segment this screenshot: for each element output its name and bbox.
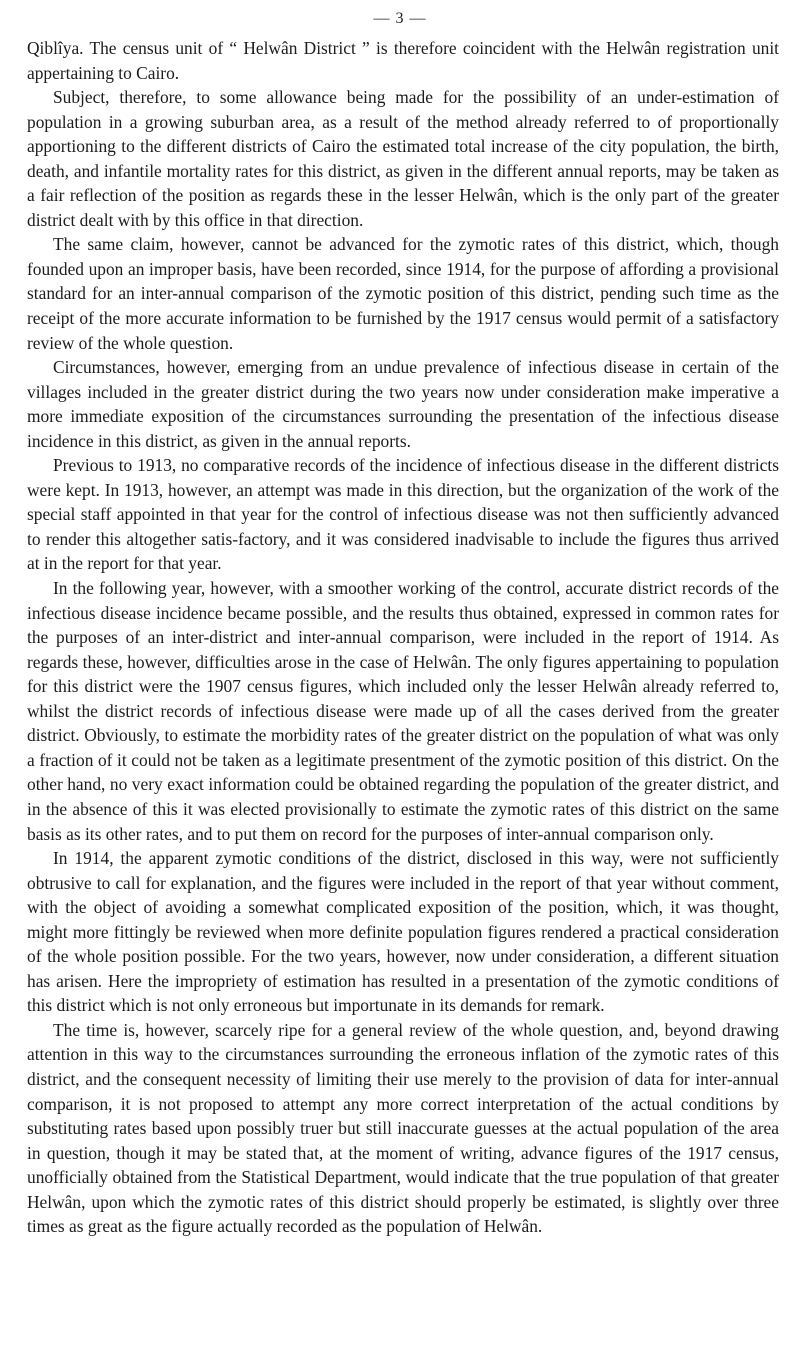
paragraph: Subject, therefore, to some allowance being made for the possibility of an under-estimation of population in a growing suburban area, as a result of the method already referred to of proportionally apportioning to the different districts of Cairo the estimated total increase of the city population, the birth, death, and infantile mortality rates for this district, as given in the different annual reports, may be taken as a fair reflection of the position as regards these in the lesser Helwân, which is the only part of the greater district dealt with by this office in that direction. <box>27 87 779 230</box>
paragraph: Circumstances, however, emerging from an undue prevalence of infectious disease in certain of the villages included in the greater district during the two years now under consideration make imperative a more immediate exposition of the circumstances surrounding the presentation of the infectious disease incidence in this district, as given in the annual reports. <box>27 357 779 451</box>
page-number: — 3 — <box>373 10 427 27</box>
paragraph: The same claim, however, cannot be advanced for the zymotic rates of this district, which, though founded upon an improper basis, have been recorded, since 1914, for the purpose of affording a provisional standard for an inter-annual comparison of the zymotic position of this district, pending such time as the receipt of the more accurate information to be furnished by the 1917 census would permit of a satisfactory review of the whole question. <box>27 234 779 353</box>
paragraph: Previous to 1913, no comparative records of the incidence of infectious disease in the different districts were kept. In 1913, however, an attempt was made in this direction, but the organization of the work of the special staff appointed in that year for the control of infectious disease was not then sufficiently advanced to render this altogether satis-factory, and it was considered inadvisable to include the figures thus arrived at in the report for that year. <box>27 455 779 574</box>
paragraph: In 1914, the apparent zymotic conditions of the district, disclosed in this way, were not sufficiently obtrusive to call for explanation, and the figures were included in the report of that year without comment, with the object of avoiding a somewhat complicated exposition of the position, which, it was thought, might more fittingly be reviewed when more definite population figures rendered a practical consideration of the whole position possible. For the two years, however, now under consideration, a different situation has arisen. Here the impropriety of estimation has resulted in a presentation of the zymotic conditions of this district which is not only erroneous but importunate in its demands for remark. <box>27 848 779 1016</box>
paragraph: The time is, however, scarcely ripe for a general review of the whole question, and, beyond drawing attention in this way to the circumstances surrounding the erroneous inflation of the zymotic rates of this district, and the consequent necessity of limiting their use merely to the provision of data for inter-annual comparison, it is not proposed to attempt any more correct interpretation of the actual conditions by substituting rates based upon possibly truer but still inaccurate guesses at the actual population of the area in question, though it may be stated that, at the moment of writing, advance figures of the 1917 census, unofficially obtained from the Statistical Department, would indicate that the true population of that greater Helwân, upon which the zymotic rates of this district should properly be estimated, is slightly over three times as great as the figure actually recorded as the population of Helwân. <box>27 1019 779 1237</box>
paragraph-continued: Qiblîya. The census unit of “ Helwân District ” is therefore coincident with the Helwân registration unit appertaining to Cairo. <box>27 38 779 83</box>
body-text <box>27 36 779 1239</box>
paragraph: In the following year, however, with a smoother working of the control, accurate district records of the infectious disease incidence became possible, and the results thus obtained, expressed in common rates for the purposes of an inter-district and inter-annual comparison, were included in the report of 1914. As regards these, however, difficulties arose in the case of Helwân. The only figures appertaining to population for this district were the 1907 census figures, which included only the lesser Helwân already referred to, whilst the district records of infectious disease were made up of all the cases derived from the greater district. Obviously, to estimate the morbidity rates of the greater district on the population of what was only a fraction of it could not be taken as a legitimate presentment of the zymotic position of this district. On the other hand, no very exact information could be obtained regarding the population of the greater district, and in the absence of this it was elected provisionally to estimate the zymotic rates of this district on the same basis as its other rates, and to put them on record for the purposes of inter-annual comparison only. <box>27 578 779 844</box>
